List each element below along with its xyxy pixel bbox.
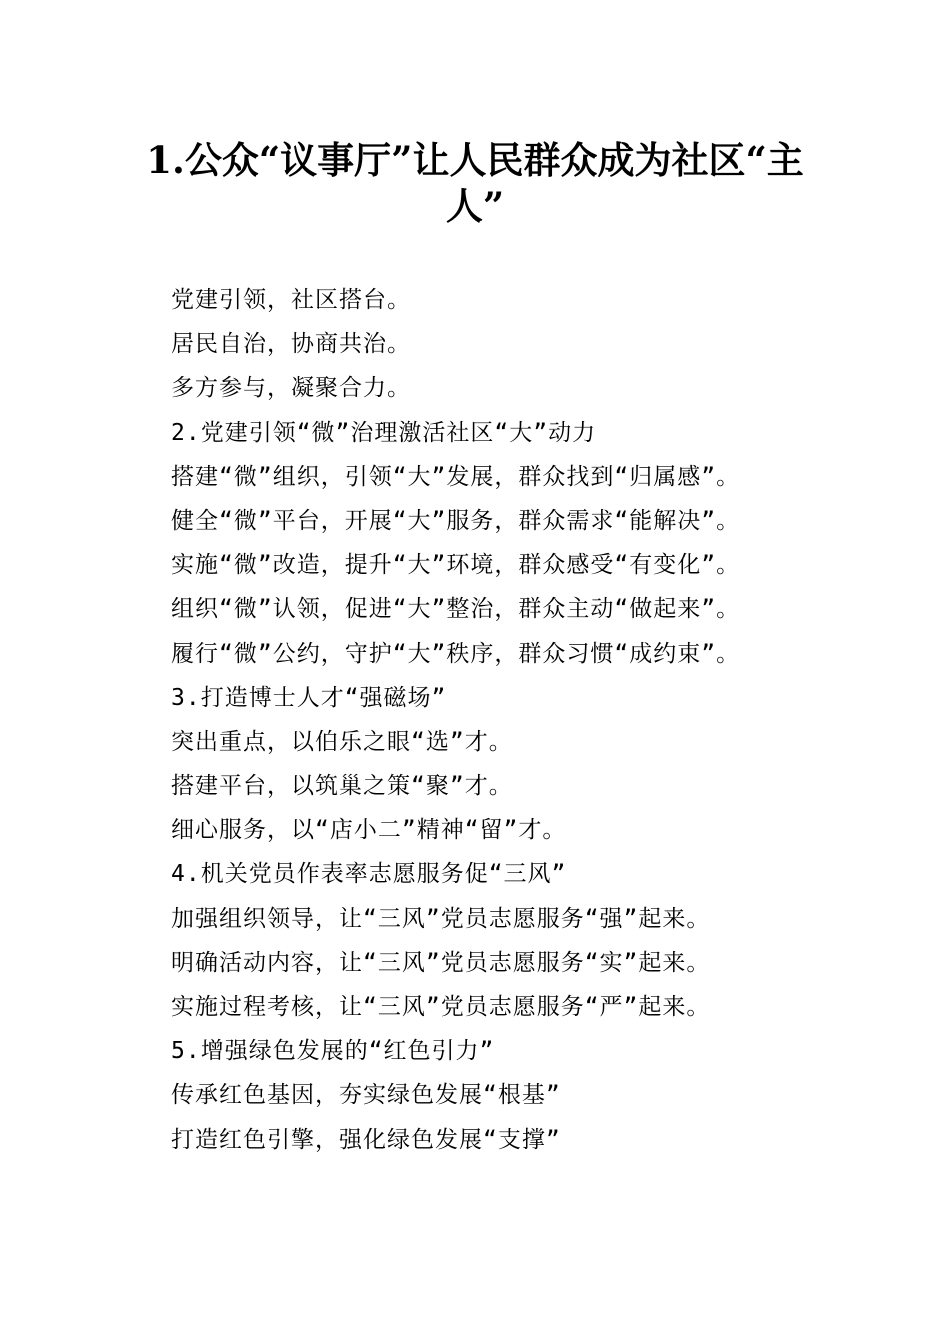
body-line-5: 搭建“微”组织，引领“大”发展，群众找到“归属感”。 xyxy=(171,463,741,490)
body-line-3: 多方参与，凝聚合力。 xyxy=(171,375,411,402)
body-line-2: 居民自治，协商共治。 xyxy=(171,331,411,358)
section-heading-2: 2.党建引领“微”治理激活社区“大”动力 xyxy=(171,419,597,446)
document-title xyxy=(120,137,830,229)
title-line-2: 人” xyxy=(445,184,505,228)
section-heading-3: 3.打造博士人才“强磁场” xyxy=(171,684,447,711)
body-line-9: 履行“微”公约，守护“大”秩序，群众习惯“成约束”。 xyxy=(171,640,741,667)
body-line-16: 明确活动内容，让“三风”党员志愿服务“实”起来。 xyxy=(171,949,711,976)
document-body xyxy=(171,278,871,1162)
title-line-1: 1.公众“议事厅”让人民群众成为社区“主 xyxy=(146,138,804,182)
body-line-7: 实施“微”改造，提升“大”环境，群众感受“有变化”。 xyxy=(171,552,741,579)
body-line-1: 党建引领，社区搭台。 xyxy=(171,287,411,313)
section-heading-4: 4.机关党员作表率志愿服务促“三风” xyxy=(171,861,567,888)
body-line-6: 健全“微”平台，开展“大”服务，群众需求“能解决”。 xyxy=(171,507,741,534)
body-line-11: 突出重点，以伯乐之眼“选”才。 xyxy=(171,728,513,755)
body-line-12: 搭建平台，以筑巢之策“聚”才。 xyxy=(171,773,513,800)
body-line-19: 传承红色基因，夯实绿色发展“根基” xyxy=(171,1082,561,1109)
body-line-13: 细心服务，以“店小二”精神“留”才。 xyxy=(171,817,567,844)
body-line-15: 加强组织领导，让“三风”党员志愿服务“强”起来。 xyxy=(171,905,711,932)
body-line-8: 组织“微”认领，促进“大”整治，群众主动“做起来”。 xyxy=(171,596,741,623)
body-line-17: 实施过程考核，让“三风”党员志愿服务“严”起来。 xyxy=(171,994,711,1020)
section-heading-5: 5.增强绿色发展的“红色引力” xyxy=(171,1038,495,1065)
body-line-20: 打造红色引擎，强化绿色发展“支撑” xyxy=(171,1126,561,1153)
